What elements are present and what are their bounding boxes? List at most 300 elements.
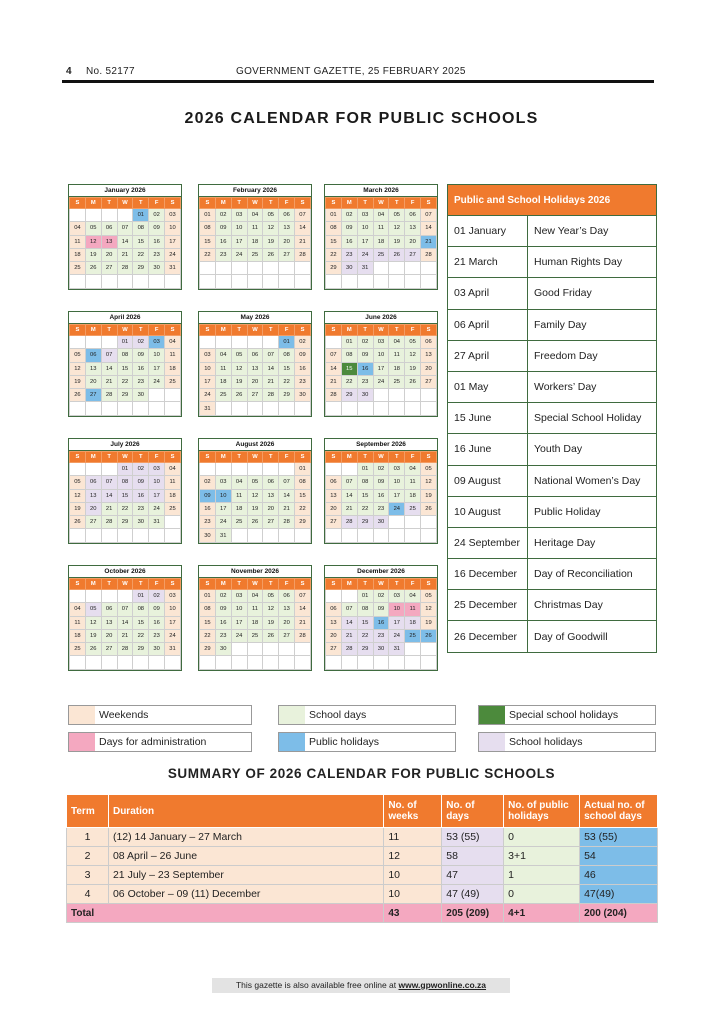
total-cell: 4+1: [504, 904, 580, 923]
day-cell: 23: [341, 248, 357, 261]
day-cell: 21: [295, 616, 311, 629]
day-cell: 26: [231, 389, 247, 402]
weekday-header: M: [215, 198, 231, 209]
day-cell: 23: [215, 629, 231, 642]
day-cell: [421, 389, 437, 402]
month-calendar: [68, 438, 182, 544]
day-cell: 10: [231, 222, 247, 235]
week-row: [200, 476, 311, 489]
day-cell: 28: [341, 643, 357, 656]
day-cell: 06: [421, 336, 437, 349]
summary-cell: 1: [504, 866, 580, 885]
footer-link[interactable]: www.gpwonline.co.za: [398, 980, 487, 990]
day-cell: 04: [215, 349, 231, 362]
day-cell: 19: [85, 629, 101, 642]
day-cell: 25: [389, 375, 405, 388]
day-cell: 10: [389, 476, 405, 489]
day-cell: 02: [357, 336, 373, 349]
month-title: June 2026: [325, 312, 437, 324]
week-row: [326, 336, 437, 349]
weekday-header: T: [133, 325, 149, 336]
day-cell: [85, 275, 101, 288]
day-cell: 18: [165, 362, 181, 375]
day-cell: [149, 275, 165, 288]
day-cell: 15: [133, 616, 149, 629]
weekday-header: S: [326, 579, 342, 590]
day-cell: 23: [357, 375, 373, 388]
day-cell: 30: [200, 529, 216, 542]
day-cell: 24: [149, 375, 165, 388]
weekday-header: M: [215, 452, 231, 463]
day-cell: [326, 275, 342, 288]
day-cell: 03: [389, 463, 405, 476]
day-cell: 21: [341, 629, 357, 642]
legend-label: Days for administration: [99, 736, 207, 748]
week-row: [200, 502, 311, 515]
day-cell: 25: [165, 375, 181, 388]
day-cell: [231, 656, 247, 669]
day-cell: 25: [215, 389, 231, 402]
day-cell: 27: [405, 248, 421, 261]
legend-label: Special school holidays: [509, 709, 619, 721]
day-cell: 29: [133, 643, 149, 656]
holiday-row: [448, 309, 657, 340]
month-calendar: [324, 438, 438, 544]
week-row: [70, 476, 181, 489]
week-row: [200, 590, 311, 603]
day-cell: 02: [133, 336, 149, 349]
week-row: [200, 389, 311, 402]
day-cell: 19: [85, 248, 101, 261]
holiday-name: Human Rights Day: [528, 247, 657, 278]
month-title: September 2026: [325, 439, 437, 451]
day-cell: 13: [101, 235, 117, 248]
summary-cell: 4: [67, 885, 109, 904]
day-cell: 18: [405, 489, 421, 502]
month-grid: [69, 324, 181, 416]
day-cell: 14: [263, 362, 279, 375]
week-row: [70, 616, 181, 629]
summary-cell: 0: [504, 885, 580, 904]
weekday-header-row: [326, 452, 437, 463]
day-cell: [215, 262, 231, 275]
day-cell: 17: [357, 235, 373, 248]
day-cell: 08: [295, 476, 311, 489]
weekday-header-row: [70, 325, 181, 336]
day-cell: 21: [101, 375, 117, 388]
week-row: [70, 643, 181, 656]
weekday-header: M: [85, 452, 101, 463]
week-row: [70, 402, 181, 415]
day-cell: 27: [101, 643, 117, 656]
week-row: [200, 489, 311, 502]
day-cell: 11: [405, 476, 421, 489]
day-cell: 10: [389, 603, 405, 616]
day-cell: 24: [231, 248, 247, 261]
day-cell: 20: [326, 502, 342, 515]
day-cell: 10: [149, 476, 165, 489]
month-grid: [199, 451, 311, 543]
day-cell: [70, 463, 86, 476]
day-cell: [231, 463, 247, 476]
summary-total-row: [67, 904, 658, 923]
day-cell: 08: [357, 603, 373, 616]
day-cell: 12: [263, 603, 279, 616]
day-cell: 08: [279, 349, 295, 362]
day-cell: 24: [389, 629, 405, 642]
weekday-header: W: [117, 198, 133, 209]
day-cell: 06: [101, 222, 117, 235]
day-cell: [326, 656, 342, 669]
day-cell: 02: [215, 209, 231, 222]
holiday-row: [448, 371, 657, 402]
holiday-date: 24 September: [448, 527, 528, 558]
day-cell: [341, 402, 357, 415]
week-row: [70, 529, 181, 542]
holiday-row: [448, 527, 657, 558]
day-cell: [247, 643, 263, 656]
day-cell: 01: [117, 336, 133, 349]
day-cell: 29: [326, 262, 342, 275]
page-header: [66, 66, 656, 80]
day-cell: [357, 656, 373, 669]
legend-swatch: [479, 706, 505, 724]
day-cell: 11: [165, 476, 181, 489]
day-cell: 14: [295, 603, 311, 616]
day-cell: 04: [405, 590, 421, 603]
summary-header: No. of days: [442, 795, 504, 828]
day-cell: 29: [117, 516, 133, 529]
page-title: 2026 CALENDAR FOR PUBLIC SCHOOLS: [184, 110, 539, 127]
day-cell: 15: [341, 362, 357, 375]
day-cell: 24: [231, 629, 247, 642]
day-cell: 01: [279, 336, 295, 349]
day-cell: 03: [165, 590, 181, 603]
day-cell: [326, 529, 342, 542]
day-cell: 29: [357, 643, 373, 656]
day-cell: 23: [149, 629, 165, 642]
holiday-name: Public Holiday: [528, 496, 657, 527]
day-cell: 21: [101, 502, 117, 515]
day-cell: 01: [117, 463, 133, 476]
day-cell: 14: [101, 362, 117, 375]
day-cell: 11: [70, 616, 86, 629]
holiday-row: [448, 216, 657, 247]
day-cell: 12: [85, 616, 101, 629]
weekday-header: S: [165, 579, 181, 590]
day-cell: 11: [70, 235, 86, 248]
day-cell: 01: [341, 336, 357, 349]
holiday-name: Special School Holiday: [528, 403, 657, 434]
day-cell: 30: [373, 643, 389, 656]
day-cell: 14: [341, 616, 357, 629]
day-cell: [326, 463, 342, 476]
day-cell: [295, 529, 311, 542]
day-cell: 08: [326, 222, 342, 235]
day-cell: 26: [85, 262, 101, 275]
day-cell: 19: [421, 489, 437, 502]
weekday-header: S: [70, 579, 86, 590]
day-cell: 16: [357, 362, 373, 375]
weekday-header: F: [405, 452, 421, 463]
week-row: [326, 590, 437, 603]
holiday-row: [448, 434, 657, 465]
day-cell: [117, 402, 133, 415]
day-cell: 25: [231, 516, 247, 529]
day-cell: 04: [405, 463, 421, 476]
day-cell: 21: [117, 248, 133, 261]
day-cell: 21: [421, 235, 437, 248]
weekday-header: F: [405, 325, 421, 336]
day-cell: 01: [295, 463, 311, 476]
summary-header: No. of weeks: [384, 795, 442, 828]
day-cell: [405, 275, 421, 288]
week-row: [326, 222, 437, 235]
day-cell: [117, 656, 133, 669]
day-cell: 14: [117, 235, 133, 248]
week-row: [70, 629, 181, 642]
day-cell: 28: [295, 248, 311, 261]
day-cell: 24: [165, 248, 181, 261]
month-grid: [199, 324, 311, 416]
weekday-header: T: [389, 198, 405, 209]
day-cell: [70, 402, 86, 415]
month-grid: [69, 451, 181, 543]
day-cell: 19: [389, 235, 405, 248]
day-cell: [295, 656, 311, 669]
weekday-header: S: [421, 325, 437, 336]
day-cell: 13: [247, 362, 263, 375]
weekday-header: T: [101, 325, 117, 336]
day-cell: [295, 275, 311, 288]
holiday-date: 01 May: [448, 371, 528, 402]
weekday-header: W: [247, 325, 263, 336]
day-cell: 04: [389, 336, 405, 349]
week-row: [326, 235, 437, 248]
week-row: [326, 349, 437, 362]
day-cell: 09: [357, 349, 373, 362]
day-cell: 16: [133, 489, 149, 502]
day-cell: 23: [149, 248, 165, 261]
week-row: [326, 209, 437, 222]
month-title: January 2026: [69, 185, 181, 197]
week-row: [326, 616, 437, 629]
week-row: [200, 362, 311, 375]
weekday-header: M: [341, 452, 357, 463]
day-cell: 02: [215, 590, 231, 603]
summary-cell: 54: [580, 847, 658, 866]
weekday-header: T: [133, 579, 149, 590]
day-cell: 19: [421, 616, 437, 629]
week-row: [200, 222, 311, 235]
day-cell: [263, 463, 279, 476]
weekday-header: W: [117, 325, 133, 336]
day-cell: 05: [421, 590, 437, 603]
day-cell: 25: [70, 643, 86, 656]
day-cell: [231, 275, 247, 288]
day-cell: [326, 336, 342, 349]
holiday-row: [448, 496, 657, 527]
day-cell: 16: [215, 616, 231, 629]
day-cell: 23: [133, 502, 149, 515]
day-cell: 05: [389, 209, 405, 222]
day-cell: 13: [263, 489, 279, 502]
day-cell: [389, 516, 405, 529]
day-cell: 02: [133, 463, 149, 476]
legend-swatch: [279, 706, 305, 724]
weekday-header: S: [200, 325, 216, 336]
day-cell: 30: [149, 262, 165, 275]
weekday-header-row: [326, 198, 437, 209]
day-cell: [263, 656, 279, 669]
day-cell: 19: [70, 502, 86, 515]
legend-label: School holidays: [509, 736, 583, 748]
day-cell: 28: [421, 248, 437, 261]
day-cell: 16: [133, 362, 149, 375]
weekday-header: W: [117, 579, 133, 590]
day-cell: [117, 209, 133, 222]
day-cell: 24: [373, 375, 389, 388]
day-cell: 23: [133, 375, 149, 388]
weekday-header: F: [405, 198, 421, 209]
day-cell: 06: [405, 209, 421, 222]
day-cell: 27: [247, 389, 263, 402]
day-cell: 29: [279, 389, 295, 402]
day-cell: 18: [389, 362, 405, 375]
weekday-header: M: [85, 325, 101, 336]
holiday-name: New Year’s Day: [528, 216, 657, 247]
day-cell: 04: [247, 590, 263, 603]
day-cell: [405, 402, 421, 415]
day-cell: [117, 275, 133, 288]
day-cell: [263, 275, 279, 288]
day-cell: 16: [373, 489, 389, 502]
day-cell: 13: [101, 616, 117, 629]
day-cell: [247, 336, 263, 349]
weekday-header-row: [200, 198, 311, 209]
weekday-header-row: [326, 579, 437, 590]
day-cell: 06: [101, 603, 117, 616]
weekday-header: T: [231, 198, 247, 209]
holidays-header-row: [448, 185, 657, 216]
day-cell: 16: [341, 235, 357, 248]
day-cell: 01: [133, 209, 149, 222]
day-cell: 03: [200, 349, 216, 362]
holiday-row: [448, 403, 657, 434]
day-cell: 11: [405, 603, 421, 616]
page-number: 4: [66, 66, 72, 77]
day-cell: [405, 656, 421, 669]
day-cell: [85, 402, 101, 415]
week-row: [70, 275, 181, 288]
day-cell: [215, 336, 231, 349]
day-cell: 11: [247, 222, 263, 235]
week-row: [200, 629, 311, 642]
summary-cell: 06 October – 09 (11) December: [108, 885, 383, 904]
day-cell: 04: [373, 209, 389, 222]
day-cell: 05: [247, 476, 263, 489]
holiday-date: 25 December: [448, 590, 528, 621]
day-cell: 24: [165, 629, 181, 642]
weekday-header-row: [70, 452, 181, 463]
day-cell: 26: [421, 629, 437, 642]
day-cell: 02: [149, 590, 165, 603]
day-cell: 17: [231, 235, 247, 248]
week-row: [326, 389, 437, 402]
week-row: [200, 262, 311, 275]
day-cell: 31: [200, 402, 216, 415]
legend-label: Public holidays: [309, 736, 380, 748]
day-cell: 26: [263, 629, 279, 642]
holiday-date: 03 April: [448, 278, 528, 309]
day-cell: 20: [101, 629, 117, 642]
holiday-date: 21 March: [448, 247, 528, 278]
weekday-header: S: [326, 198, 342, 209]
weekday-header: S: [295, 452, 311, 463]
legend-label: Weekends: [99, 709, 149, 721]
day-cell: 06: [247, 349, 263, 362]
weekday-header: T: [263, 198, 279, 209]
day-cell: [405, 643, 421, 656]
summary-cell: 11: [384, 828, 442, 847]
day-cell: [421, 262, 437, 275]
day-cell: 20: [85, 375, 101, 388]
day-cell: [373, 402, 389, 415]
week-row: [200, 209, 311, 222]
day-cell: [405, 529, 421, 542]
legend-item: [278, 705, 456, 725]
day-cell: [101, 209, 117, 222]
week-row: [326, 275, 437, 288]
day-cell: [279, 643, 295, 656]
day-cell: 17: [149, 489, 165, 502]
weekday-header: S: [70, 198, 86, 209]
summary-table: [66, 794, 658, 923]
day-cell: 19: [70, 375, 86, 388]
day-cell: [101, 590, 117, 603]
day-cell: 17: [165, 235, 181, 248]
day-cell: 26: [389, 248, 405, 261]
month-calendar: [198, 311, 312, 417]
weekday-header: F: [279, 325, 295, 336]
day-cell: 25: [373, 248, 389, 261]
day-cell: 10: [215, 489, 231, 502]
summary-title: SUMMARY OF 2026 CALENDAR FOR PUBLIC SCHOOLS: [167, 766, 556, 781]
day-cell: 25: [70, 262, 86, 275]
day-cell: 08: [341, 349, 357, 362]
month-title: March 2026: [325, 185, 437, 197]
day-cell: [231, 336, 247, 349]
day-cell: 10: [165, 222, 181, 235]
day-cell: 17: [231, 616, 247, 629]
day-cell: 05: [263, 590, 279, 603]
week-row: [70, 336, 181, 349]
week-row: [200, 402, 311, 415]
summary-cell: 46: [580, 866, 658, 885]
day-cell: 05: [70, 349, 86, 362]
day-cell: [247, 262, 263, 275]
week-row: [200, 275, 311, 288]
day-cell: 18: [405, 616, 421, 629]
day-cell: 24: [357, 248, 373, 261]
month-grid: [325, 578, 437, 670]
weekday-header: F: [149, 452, 165, 463]
day-cell: 05: [421, 463, 437, 476]
day-cell: [389, 529, 405, 542]
month-calendar: [324, 311, 438, 417]
day-cell: 03: [215, 476, 231, 489]
day-cell: [70, 590, 86, 603]
